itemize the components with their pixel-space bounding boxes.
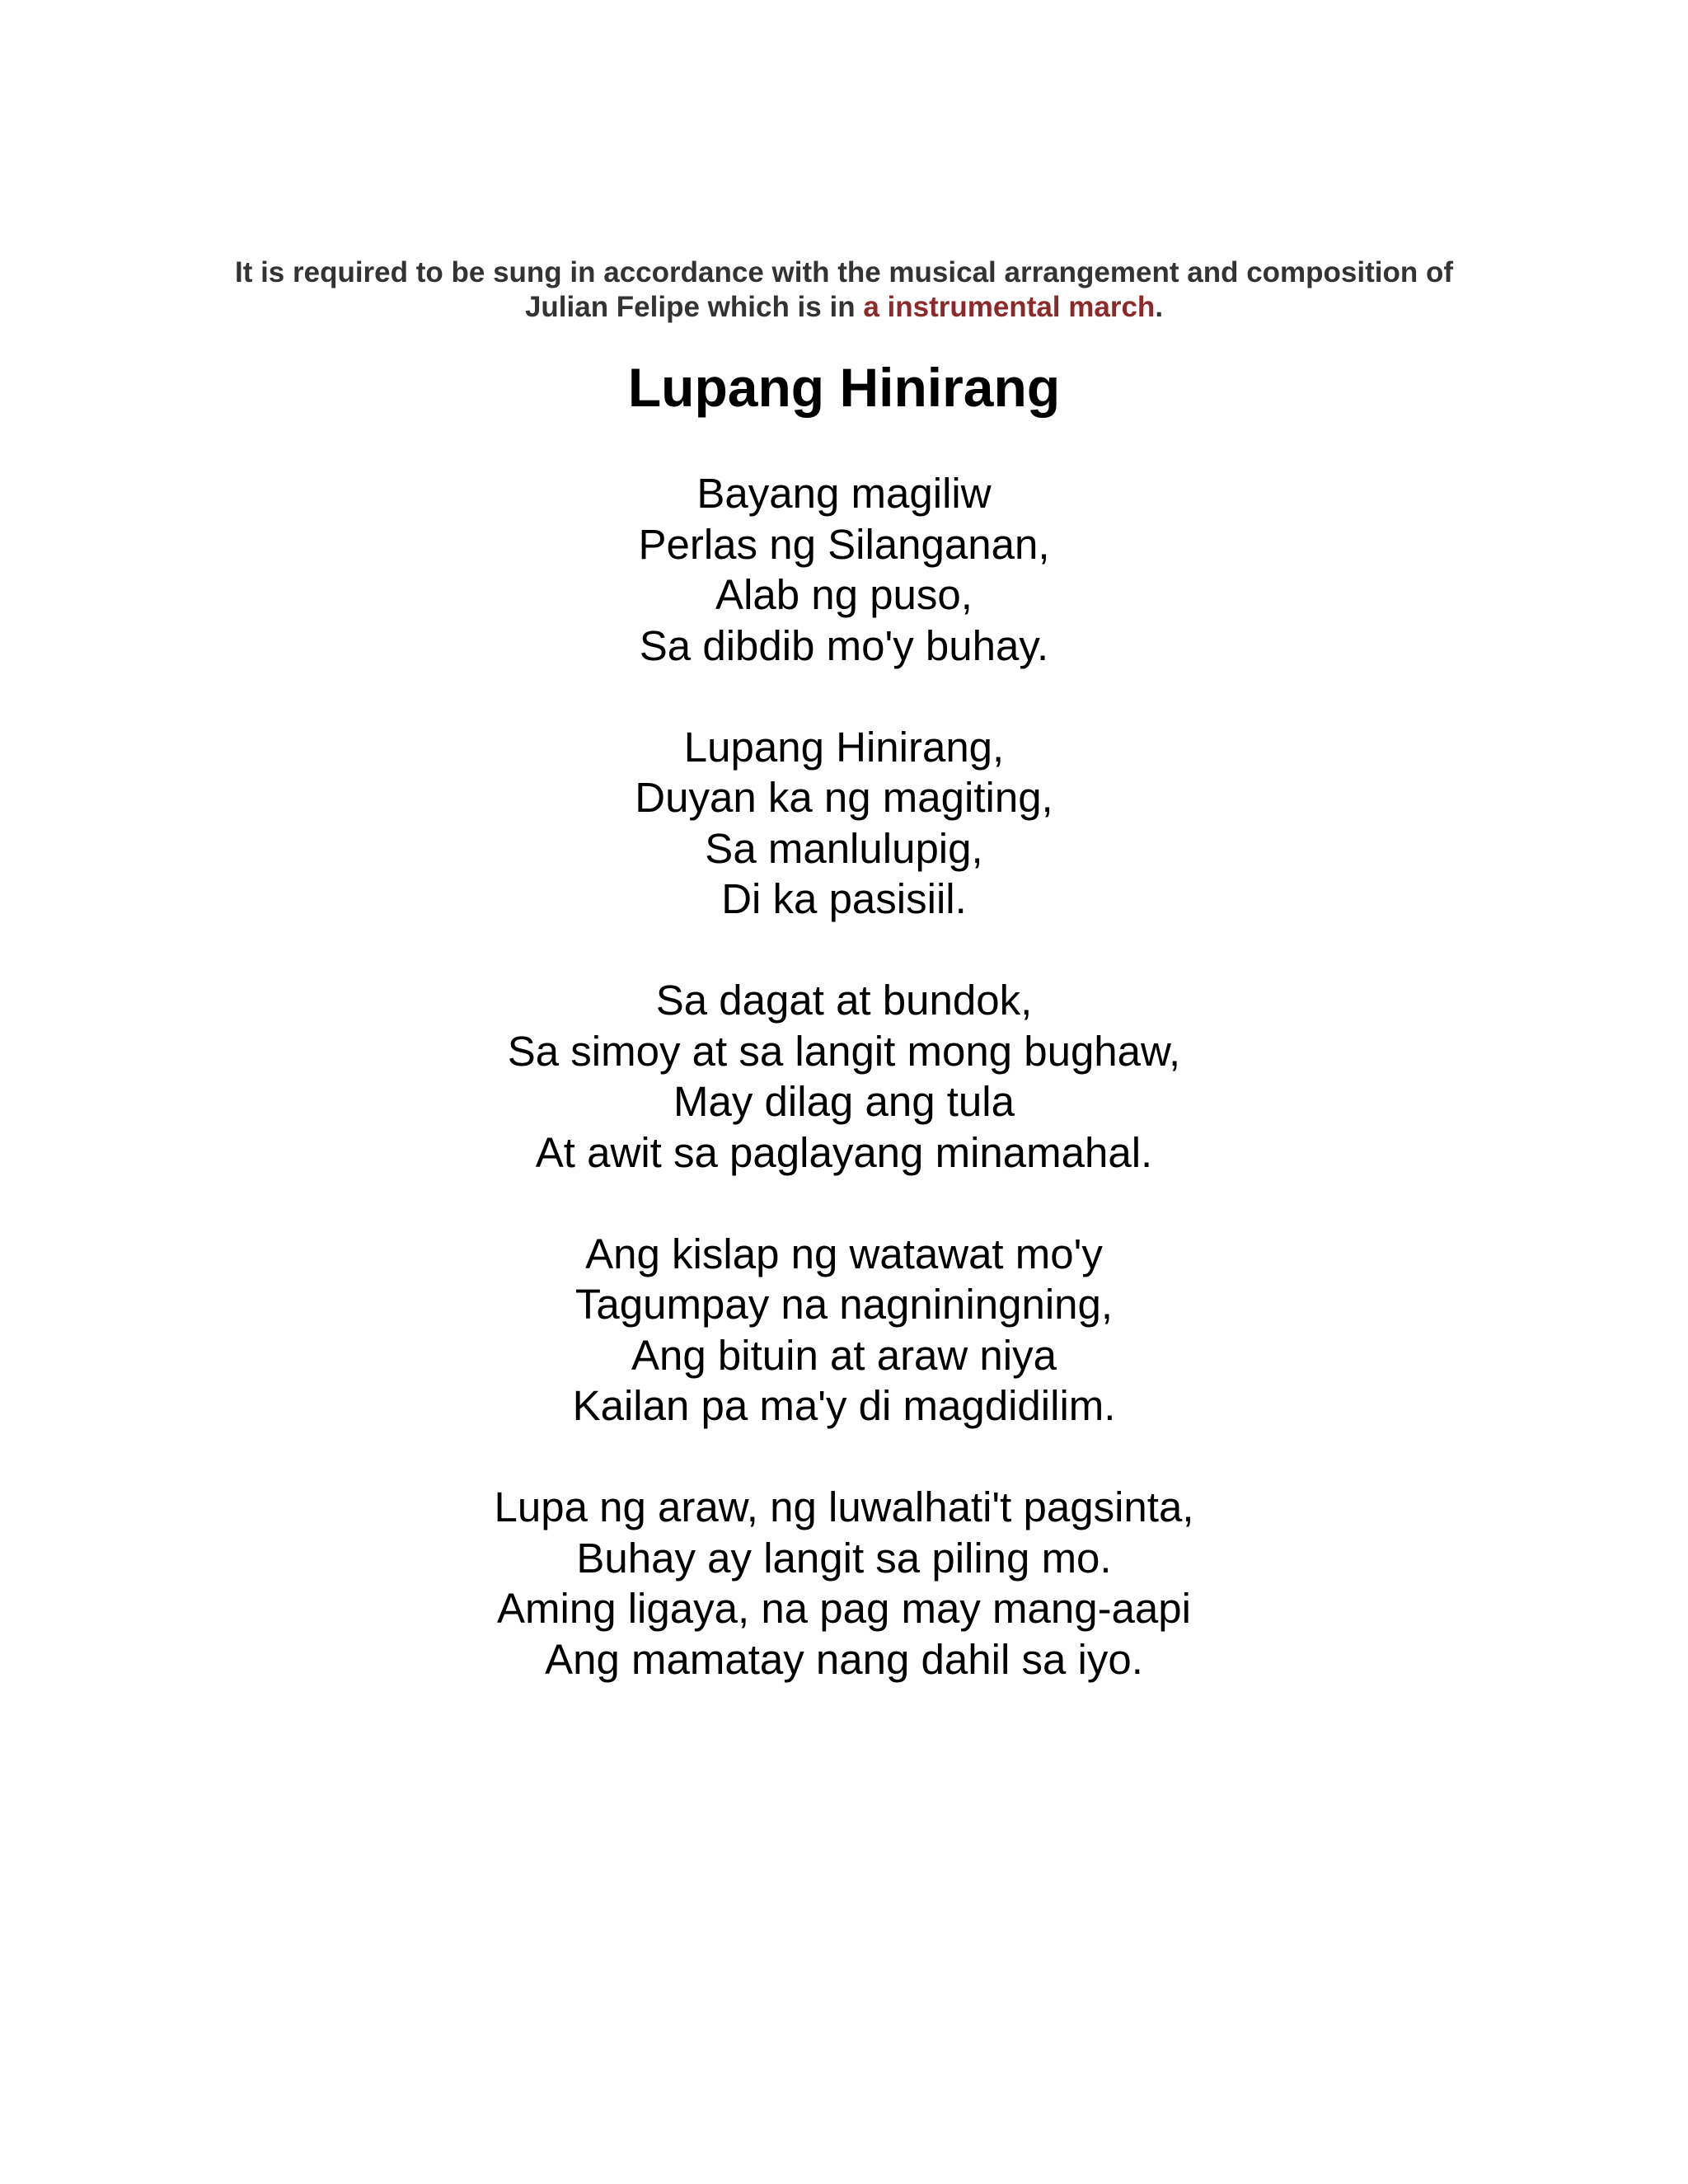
intro-line-2 xyxy=(165,290,1523,325)
lyric-line: Lupa ng araw, ng luwalhati't pagsinta, xyxy=(494,1483,1194,1530)
stanza-2 xyxy=(165,722,1523,925)
lyric-line: Duyan ka ng magiting, xyxy=(635,774,1053,821)
lyric-line: Alab ng puso, xyxy=(715,571,973,618)
lyric-line: Ang mamatay nang dahil sa iyo. xyxy=(545,1635,1143,1683)
intro-line-2-prefix: Julian Felipe which is in xyxy=(524,291,864,323)
instrumental-march-link[interactable]: a instrumental march xyxy=(863,291,1156,323)
lyric-line: Di ka pasisiil. xyxy=(721,875,967,922)
page-title: Lupang Hinirang xyxy=(627,357,1061,418)
lyric-line: Sa dagat at bundok, xyxy=(655,977,1033,1024)
stanza-5 xyxy=(165,1482,1523,1685)
intro-line-2-suffix: . xyxy=(1155,291,1164,323)
lyric-line: Tagumpay na nagniningning, xyxy=(574,1281,1114,1328)
lyrics xyxy=(165,468,1523,1736)
lyric-line: Sa simoy at sa langit mong bughaw, xyxy=(507,1027,1181,1075)
lyric-line: Bayang magiliw xyxy=(696,470,992,517)
lyric-line: At awit sa paglayang minamahal. xyxy=(535,1128,1153,1176)
lyric-line: Perlas ng Silanganan, xyxy=(638,520,1050,568)
intro-line-1: It is required to be sung in accordance with the musical arrangement and composition of xyxy=(234,256,1454,288)
lyric-line: Kailan pa ma'y di magdidilim. xyxy=(572,1382,1116,1429)
lyric-line: Lupang Hinirang, xyxy=(683,723,1005,771)
lyric-line: Sa dibdib mo'y buhay. xyxy=(639,621,1049,669)
intro-note xyxy=(165,255,1523,325)
lyric-line: Ang bituin at araw niya xyxy=(631,1331,1057,1379)
stanza-4 xyxy=(165,1229,1523,1432)
lyric-line: Ang kislap ng watawat mo'y xyxy=(585,1230,1103,1277)
lyric-line: Buhay ay langit sa piling mo. xyxy=(576,1534,1112,1582)
lyric-line: Aming ligaya, na pag may mang-aapi xyxy=(497,1585,1191,1632)
stanza-3 xyxy=(165,975,1523,1178)
stanza-1 xyxy=(165,468,1523,671)
lyric-line: May dilag ang tula xyxy=(673,1078,1015,1125)
lyric-line: Sa manlulupig, xyxy=(705,824,983,872)
